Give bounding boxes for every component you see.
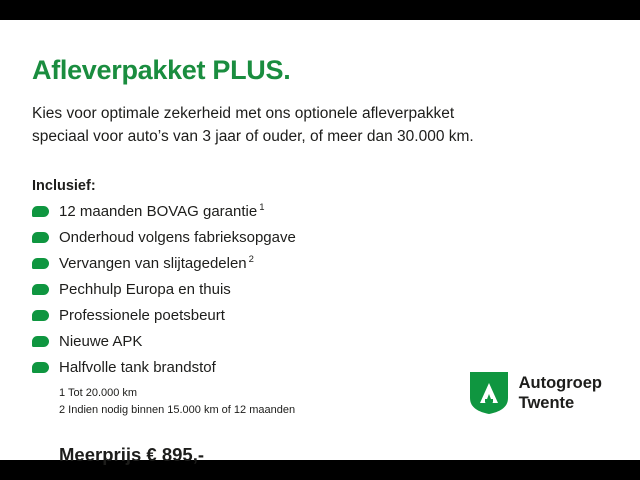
autogroep-twente-shield-icon	[468, 370, 510, 416]
feature-label: Nieuwe APK	[59, 333, 143, 351]
check-bullet-icon	[32, 284, 49, 295]
check-bullet-icon	[32, 362, 49, 373]
feature-label: Pechhulp Europa en thuis	[59, 281, 231, 299]
feature-label: 12 maanden BOVAG garantie	[59, 203, 258, 221]
intro-paragraph	[32, 102, 552, 149]
list-item	[32, 254, 608, 273]
check-bullet-icon	[32, 258, 49, 269]
feature-label: Onderhoud volgens fabrieksopgave	[59, 229, 296, 247]
intro-line-1: Kies voor optimale zekerheid met ons optionele afleverpakket	[32, 104, 455, 122]
document-page	[0, 20, 640, 466]
page-title: Afleverpakket PLUS.	[32, 55, 291, 85]
footnote-1: 1 Tot 20.000 km	[59, 387, 138, 400]
check-bullet-icon	[32, 232, 49, 243]
list-item	[32, 202, 608, 221]
feature-list	[32, 202, 608, 377]
list-item	[32, 332, 608, 351]
brand-name	[519, 373, 602, 413]
inclusive-label: Inclusief:	[32, 178, 96, 195]
check-bullet-icon	[32, 206, 49, 217]
feature-footnote-marker: 1	[259, 202, 265, 214]
price-text: Meerprijs € 895,-	[59, 444, 204, 466]
feature-label: Professionele poetsbeurt	[59, 307, 225, 325]
list-item	[32, 228, 608, 247]
brand-name-line-2: Twente	[518, 394, 575, 412]
list-item	[32, 306, 608, 325]
footnote-2: 2 Indien nodig binnen 15.000 km of 12 maanden	[59, 403, 296, 416]
feature-footnote-marker: 2	[248, 254, 254, 266]
check-bullet-icon	[32, 310, 49, 321]
brand-logo	[468, 370, 602, 416]
feature-label: Halfvolle tank brandstof	[59, 359, 216, 377]
intro-line-2: speciaal voor auto’s van 3 jaar of ouder, of meer dan 30.000 km.	[32, 127, 474, 145]
list-item	[32, 280, 608, 299]
brand-name-line-1: Autogroep	[518, 373, 602, 392]
feature-label: Vervangen van slijtagedelen	[59, 255, 247, 273]
check-bullet-icon	[32, 336, 49, 347]
